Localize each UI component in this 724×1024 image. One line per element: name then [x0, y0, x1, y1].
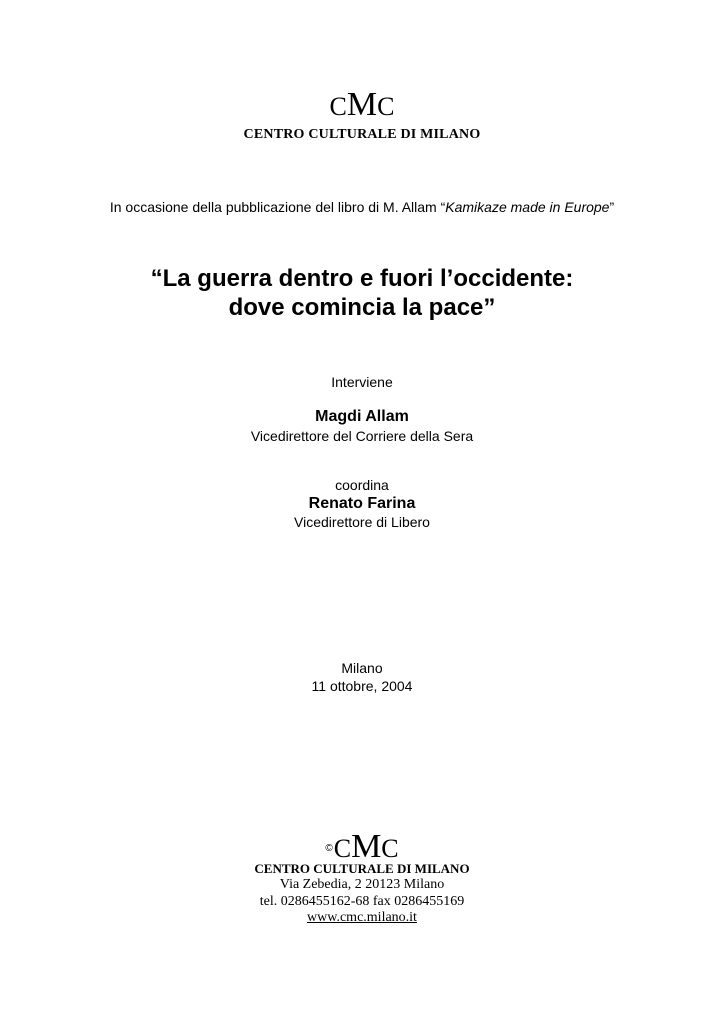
footer-org-name: CENTRO CULTURALE DI MILANO — [254, 861, 470, 876]
footer-cmc-logo — [0, 830, 724, 864]
copyright-symbol: © — [325, 843, 333, 854]
speaker-role: Vicedirettore del Corriere della Sera — [250, 428, 474, 444]
logo-letter-c-right: C — [377, 92, 395, 121]
header-org-name: CENTRO CULTURALE DI MILANO — [243, 127, 481, 142]
footer-logo-letter-c-left: C — [333, 834, 352, 863]
speaker-name: Magdi Allam — [315, 408, 409, 425]
logo-letter-m: M — [346, 86, 378, 123]
main-title — [0, 264, 724, 322]
event-city: Milano — [341, 660, 383, 676]
footer-website-line — [0, 910, 724, 926]
main-title-line-2: dove comincia la pace” — [228, 294, 496, 321]
intro-text: In occasione della pubblicazione del libro di M. Allam “ — [109, 199, 446, 215]
book-title: Kamikaze made in Europe — [445, 199, 610, 215]
intro-line — [0, 199, 724, 215]
website-link[interactable]: www.cmc.milano.it — [307, 910, 417, 925]
logo-letter-c-left: C — [329, 92, 347, 121]
footer-logo-letter-m: M — [351, 828, 382, 865]
footer-address: Via Zebedia, 2 20123 Milano — [279, 877, 445, 892]
moderator-label: coordina — [335, 477, 389, 493]
header-cmc-logo — [0, 88, 724, 122]
moderator-role: Vicedirettore di Libero — [294, 514, 430, 530]
main-title-line-1: “La guerra dentro e fuori l’occidente: — [150, 265, 574, 292]
intro-closing-quote: ” — [609, 199, 615, 215]
moderator-name: Renato Farina — [308, 495, 416, 512]
footer-phone: tel. 0286455162-68 fax 0286455169 — [259, 894, 465, 909]
footer-logo-letter-c-right: C — [381, 834, 399, 863]
event-date: 11 ottobre, 2004 — [311, 678, 413, 694]
speaker-label: Interviene — [331, 374, 393, 390]
